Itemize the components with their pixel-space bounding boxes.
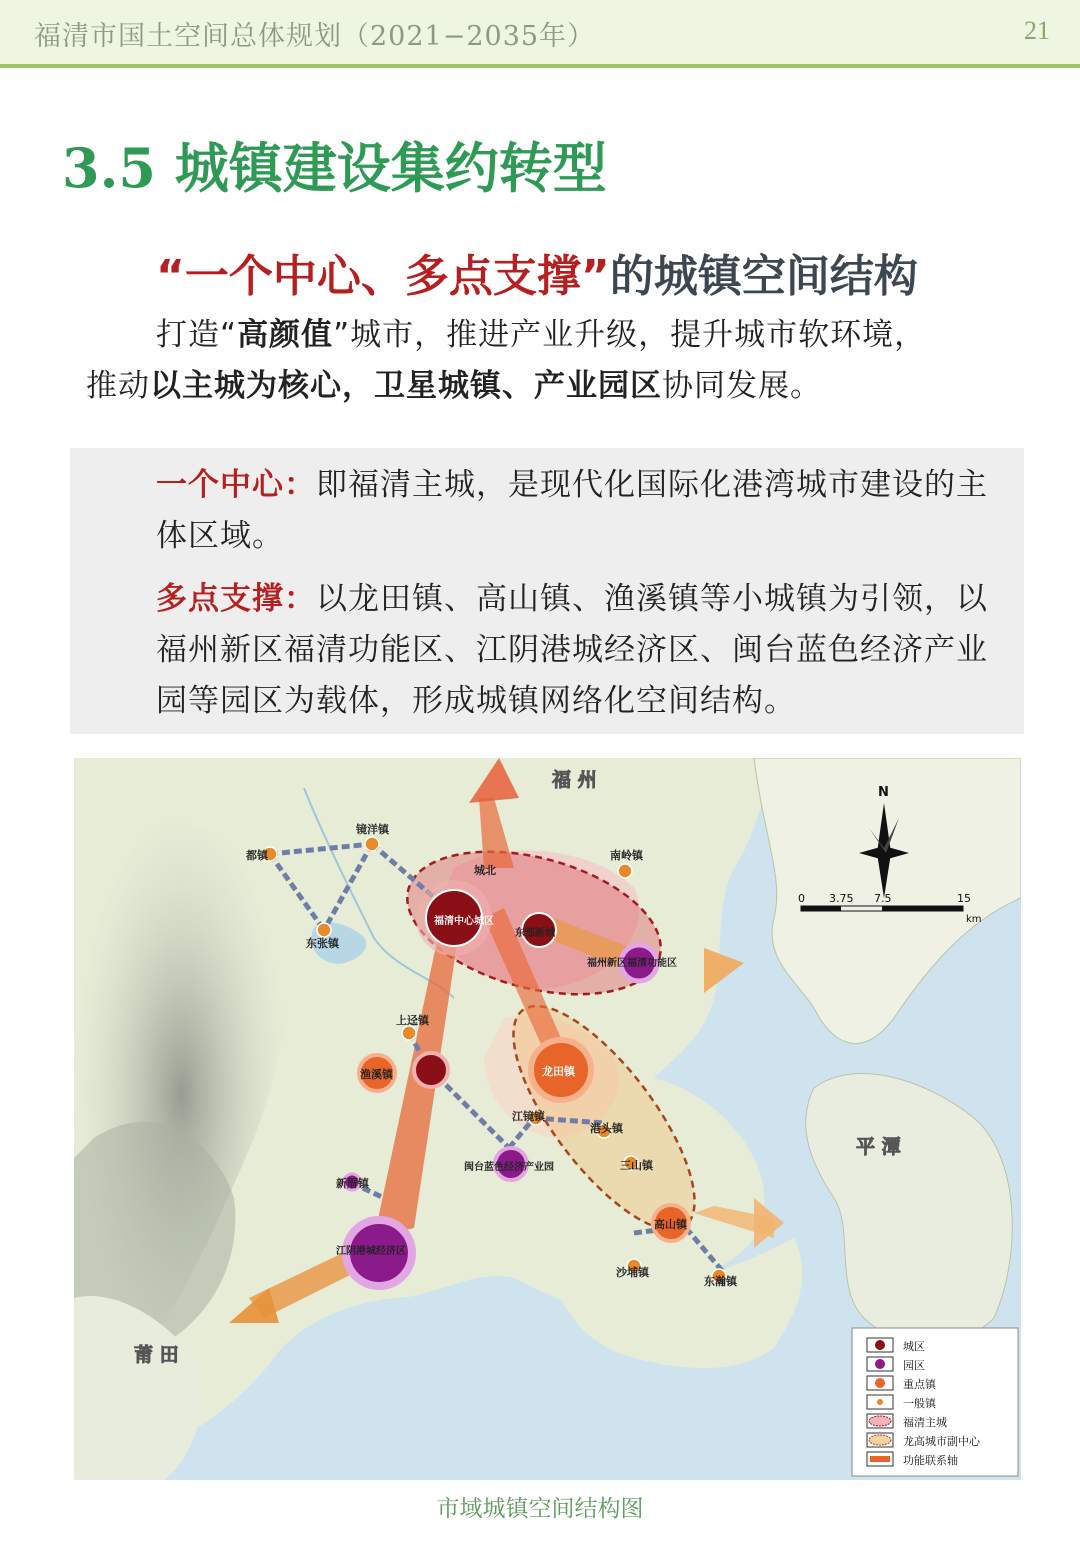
svg-text:重点镇: 重点镇 bbox=[903, 1378, 936, 1391]
label-jiangyin: 江阴港城经济区 bbox=[336, 1246, 406, 1257]
label-dulan: 都镇 bbox=[246, 849, 268, 862]
svg-text:一般镇: 一般镇 bbox=[903, 1397, 936, 1410]
spatial-structure-map bbox=[74, 758, 1021, 1480]
region-putian: 莆 田 bbox=[134, 1344, 179, 1366]
label-xincuo: 新厝镇 bbox=[336, 1177, 369, 1190]
center-label: 一个中心： bbox=[156, 467, 316, 503]
multi-text: 以龙田镇、高山镇、渔溪镇等小城镇为引领，以福州新区福清功能区、江阴港城经济区、闽台蓝色经济产业园等园区为载体，形成城镇网络化空间结构。 bbox=[156, 581, 988, 719]
city-center-mid bbox=[414, 1053, 448, 1087]
intro-bold: 以主城为核心，卫星城镇、产业园区 bbox=[150, 368, 662, 404]
label-longtian: 龙田镇 bbox=[542, 1065, 575, 1078]
figure-caption: 市域城镇空间结构图 bbox=[436, 1496, 644, 1522]
svg-text:15: 15 bbox=[957, 892, 971, 905]
center-text: 即福清主城，是现代化国际化港湾城市建设的主体区域。 bbox=[156, 467, 988, 554]
label-fuzhou-xinqu: 福州新区福清功能区 bbox=[587, 958, 677, 969]
svg-text:km: km bbox=[966, 914, 982, 925]
label-gaoshan: 高山镇 bbox=[654, 1218, 687, 1231]
page-header bbox=[0, 0, 1080, 68]
label-zhongxin: 福清中心城区 bbox=[434, 916, 494, 927]
definition-box bbox=[70, 448, 1024, 734]
page-number: 21 bbox=[1024, 16, 1050, 45]
svg-text:7.5: 7.5 bbox=[874, 892, 892, 905]
svg-text:N: N bbox=[878, 785, 889, 800]
section-title: 3.5 城镇建设集约转型 bbox=[62, 136, 607, 200]
region-pingtan: 平 潭 bbox=[856, 1136, 901, 1158]
intro-text: 协同发展。 bbox=[662, 368, 822, 404]
intro-paragraph bbox=[86, 310, 1006, 412]
intro-text: ”城市，推进产业升级，提升城市软环境， bbox=[333, 317, 927, 353]
label-yuxi: 渔溪镇 bbox=[360, 1068, 393, 1081]
intro-bold: 高颜值 bbox=[237, 317, 334, 353]
intro-text: 打造“ bbox=[156, 317, 238, 353]
svg-text:3.75: 3.75 bbox=[829, 892, 854, 905]
legend-item-main-city bbox=[867, 1414, 947, 1429]
svg-text:福清主城: 福清主城 bbox=[903, 1416, 947, 1429]
map-legend bbox=[852, 1328, 1018, 1476]
legend-item-axis bbox=[867, 1452, 958, 1467]
region-fuzhou: 福 州 bbox=[552, 769, 597, 791]
svg-text:园区: 园区 bbox=[903, 1359, 925, 1372]
subtitle bbox=[156, 240, 918, 304]
label-sanshan: 三山镇 bbox=[620, 1159, 653, 1172]
label-nanling: 南岭镇 bbox=[610, 849, 643, 862]
label-jingyang: 镜洋镇 bbox=[356, 823, 389, 836]
label-jiangjing: 江镜镇 bbox=[512, 1110, 545, 1123]
subtitle-quoted: “一个中心、多点支撑” bbox=[156, 251, 610, 302]
label-chengbei: 城北 bbox=[474, 864, 496, 877]
label-shangjing: 上迳镇 bbox=[396, 1014, 429, 1027]
legend-item-sub-center bbox=[867, 1433, 981, 1448]
svg-text:城区: 城区 bbox=[903, 1340, 925, 1353]
multi-label: 多点支撑： bbox=[156, 581, 316, 617]
label-dongzhang: 东张镇 bbox=[306, 937, 339, 950]
svg-text:功能联系轴: 功能联系轴 bbox=[903, 1454, 958, 1467]
label-shapu: 沙埔镇 bbox=[616, 1266, 649, 1279]
label-dongbu: 东部新城 bbox=[515, 928, 555, 939]
document-title: 福清市国土空间总体规划（2021−2035年） bbox=[34, 21, 596, 52]
label-mintai: 闽台蓝色经济产业园 bbox=[464, 1162, 554, 1173]
intro-text: 推动 bbox=[86, 368, 150, 404]
subtitle-rest: 的城镇空间结构 bbox=[609, 251, 918, 302]
label-gangtou: 港头镇 bbox=[590, 1122, 623, 1135]
svg-text:0: 0 bbox=[798, 892, 805, 905]
svg-text:龙高城市副中心: 龙高城市副中心 bbox=[903, 1435, 980, 1448]
label-donghan: 东瀚镇 bbox=[704, 1275, 737, 1288]
